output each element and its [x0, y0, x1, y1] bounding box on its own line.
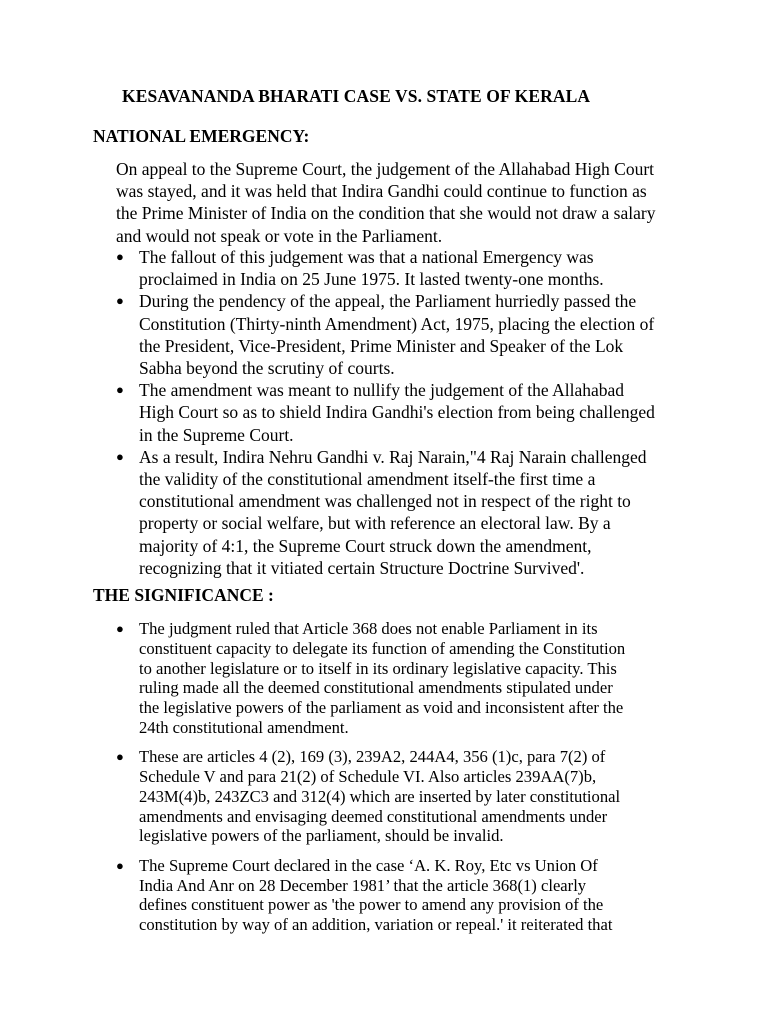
list-item: [116, 747, 625, 846]
paragraph-line: was stayed, and it was held that Indira Gandhi could continue to function as: [116, 181, 647, 202]
list-item-line: in the Supreme Court.: [139, 424, 294, 445]
document-title: KESAVANANDA BHARATI CASE VS. STATE OF KERALA: [122, 86, 591, 106]
list-item: [116, 246, 655, 290]
list-item-line: Sabha beyond the scrutiny of courts.: [139, 358, 395, 379]
list-item-line: defines constituent power as 'the power to amend any provision of the: [139, 895, 604, 915]
list-item-line: constitution by way of an addition, variation or repeal.' it reiterated that: [139, 915, 613, 935]
bullet-icon: ●: [116, 857, 124, 873]
list-item-line: The judgment ruled that Article 368 does not enable Parliament in its: [139, 619, 598, 638]
bullet-icon: ●: [116, 293, 124, 309]
bullet-icon: ●: [116, 749, 124, 765]
significance-bullet-list: [116, 619, 625, 944]
section-heading-national-emergency: NATIONAL EMERGENCY:: [93, 126, 310, 146]
intro-paragraph: [116, 158, 696, 247]
emergency-bullet-list: [116, 246, 655, 579]
list-item-line: The amendment was meant to nullify the judgement of the Allahabad: [139, 380, 625, 401]
list-item-line: constituent capacity to delegate its function of amending the Constitution: [139, 638, 626, 658]
list-item-line: property or social welfare, but with reference an electoral law. By a: [139, 513, 611, 534]
list-item-line: The fallout of this judgement was that a national Emergency was: [139, 247, 594, 267]
list-item-line: amendments and envisaging deemed constitutional amendments under: [139, 806, 608, 826]
list-item-line: Schedule V and para 21(2) of Schedule VI. Also articles 239AA(7)b,: [139, 767, 597, 787]
list-item-line: Constitution (Thirty-ninth Amendment) Act, 1975, placing the election of: [139, 313, 655, 334]
list-item-line: the President, Vice-President, Prime Minister and Speaker of the Lok: [139, 335, 624, 356]
list-item: [116, 379, 655, 446]
list-item-line: These are articles 4 (2), 169 (3), 239A2, 244A4, 356 (1)c, para 7(2) of: [139, 747, 606, 767]
list-item-line: to another legislature or to itself in its ordinary legislative capacity. This: [139, 658, 617, 678]
list-item-line: India And Anr on 28 December 1981’ that the article 368(1) clearly: [139, 875, 587, 895]
paragraph-line: the Prime Minister of India on the condition that she would not draw a salary: [116, 203, 656, 224]
list-item-line: legislative powers of the parliament, should be invalid.: [139, 826, 504, 846]
list-item: [116, 446, 655, 579]
list-item-line: The Supreme Court declared in the case ‘A. K. Roy, Etc vs Union Of: [139, 855, 598, 875]
list-item-line: ruling made all the deemed constitutional amendments stipulated under: [139, 678, 613, 698]
section-heading-significance: THE SIGNIFICANCE :: [93, 585, 274, 605]
list-item-line: proclaimed in India on 25 June 1975. It lasted twenty-one months.: [139, 269, 604, 290]
list-item-line: constitutional amendment was challenged not in respect of the right to: [139, 491, 631, 512]
list-item-line: majority of 4:1, the Supreme Court struck down the amendment,: [139, 535, 592, 556]
list-item-line: 243M(4)b, 243ZC3 and 312(4) which are inserted by later constitutional: [139, 786, 621, 806]
paragraph-line: and would not speak or vote in the Parliament.: [116, 225, 443, 246]
list-item: [116, 290, 655, 379]
list-item: [116, 619, 625, 738]
bullet-icon: ●: [116, 621, 124, 636]
list-item-line: the validity of the constitutional amendment itself-the first time a: [139, 469, 596, 490]
bullet-icon: ●: [116, 448, 124, 464]
bullet-icon: ●: [116, 249, 124, 264]
list-item-line: the legislative powers of the parliament as void and inconsistent after the: [139, 698, 624, 718]
list-item-line: recognizing that it vitiated certain Structure Doctrine Survived'.: [139, 557, 585, 578]
list-item: [116, 856, 625, 935]
paragraph-line: On appeal to the Supreme Court, the judgement of the Allahabad High Court: [116, 159, 655, 179]
list-item-line: As a result, Indira Nehru Gandhi v. Raj Narain,"4 Raj Narain challenged: [139, 446, 647, 467]
list-item-line: High Court so as to shield Indira Gandhi's election from being challenged: [139, 402, 655, 423]
bullet-icon: ●: [116, 382, 124, 398]
list-item-line: During the pendency of the appeal, the Parliament hurriedly passed the: [139, 291, 637, 312]
list-item-line: 24th constitutional amendment.: [139, 717, 349, 737]
